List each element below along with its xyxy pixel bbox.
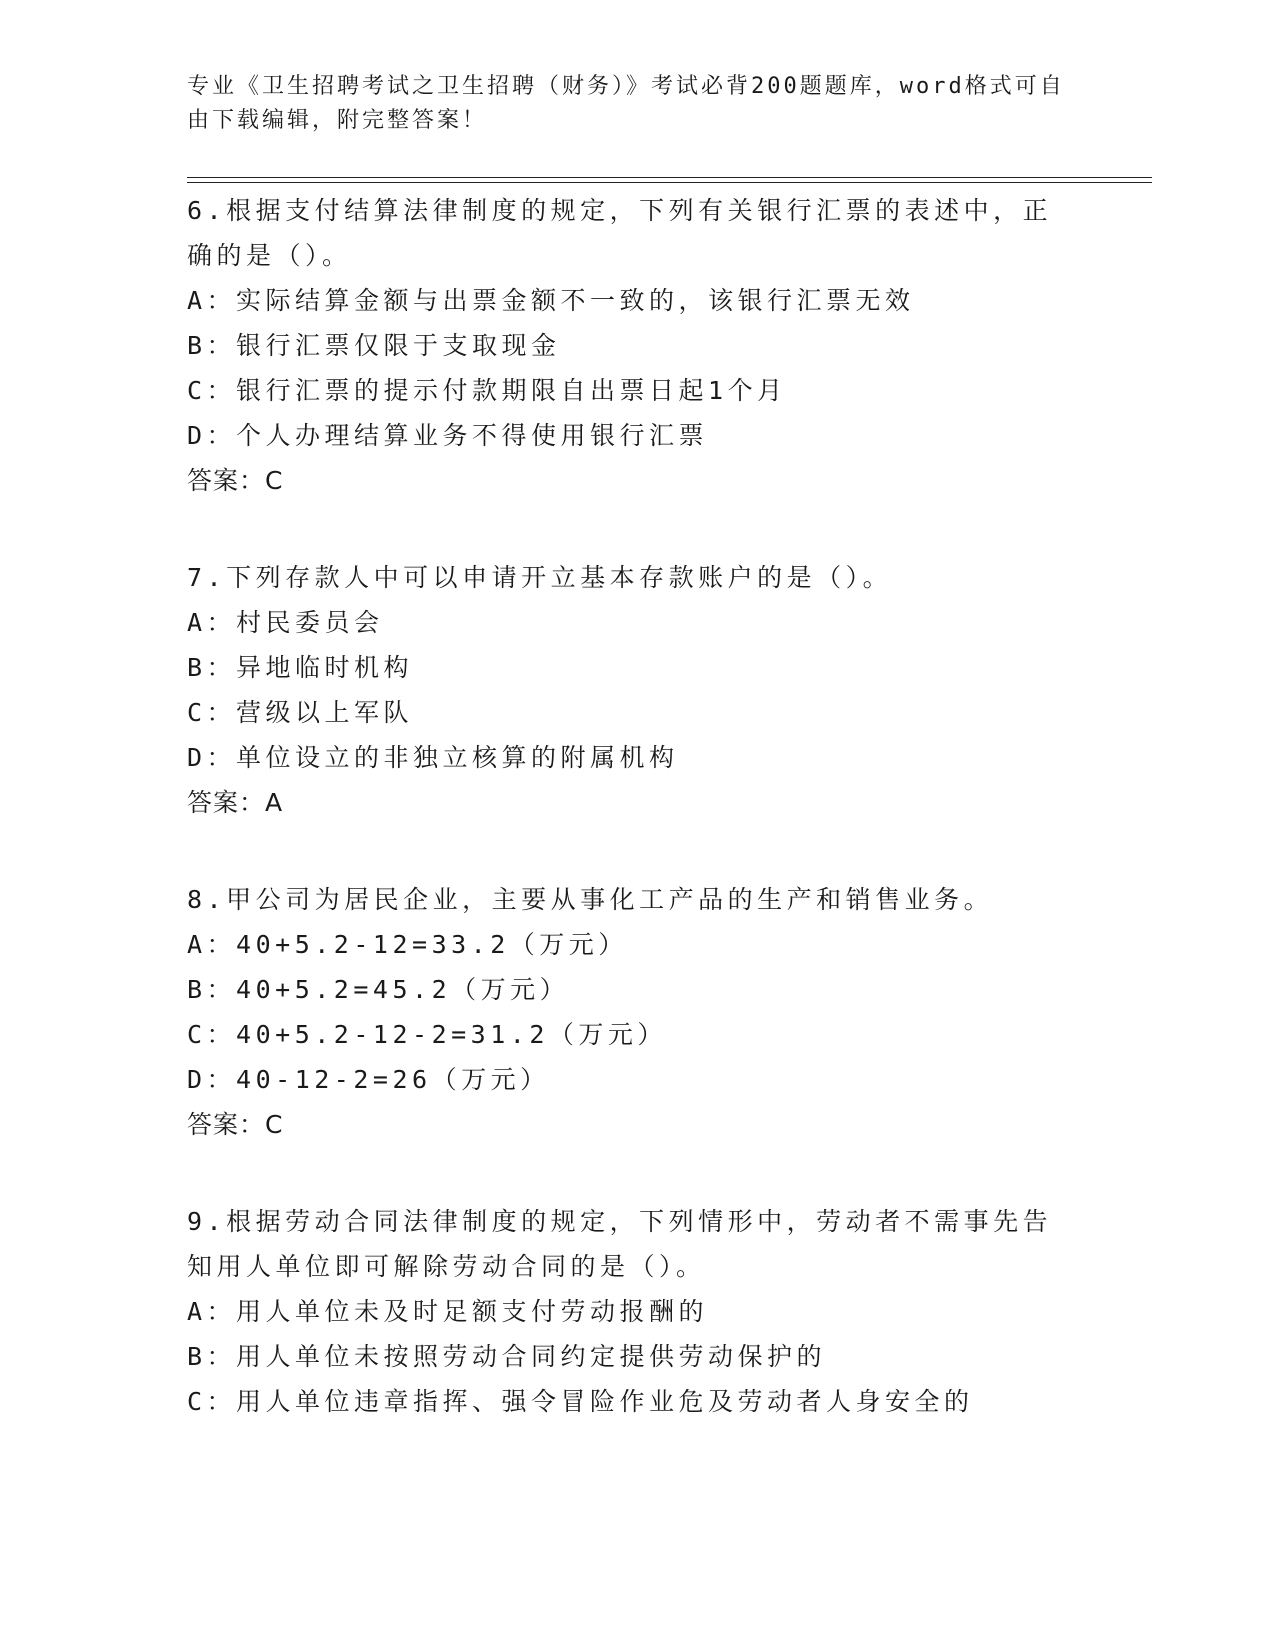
question-list bbox=[187, 188, 1067, 1424]
header-rule-top bbox=[187, 177, 1152, 178]
option-a: A：40+5.2-12=33.2（万元） bbox=[187, 930, 628, 959]
option-b: B：用人单位未按照劳动合同约定提供劳动保护的 bbox=[187, 1342, 827, 1371]
answer: 答案：A bbox=[187, 788, 284, 817]
option-c: C：营级以上军队 bbox=[187, 698, 414, 727]
option-a: A：用人单位未及时足额支付劳动报酬的 bbox=[187, 1297, 709, 1326]
question-8 bbox=[187, 877, 1067, 1147]
option-b: B：银行汇票仅限于支取现金 bbox=[187, 331, 561, 360]
question-6 bbox=[187, 188, 1067, 503]
option-d: D：单位设立的非独立核算的附属机构 bbox=[187, 743, 679, 772]
question-stem: 9.根据劳动合同法律制度的规定，下列情形中，劳动者不需事先告知用人单位即可解除劳动合同的是（）。 bbox=[187, 1207, 1053, 1281]
page-header: 专业《卫生招聘考试之卫生招聘（财务）》考试必背200题题库，word格式可自由下载编辑，附完整答案！ bbox=[187, 74, 1065, 133]
option-c: C：40+5.2-12-2=31.2（万元） bbox=[187, 1020, 667, 1049]
question-7 bbox=[187, 555, 1067, 825]
option-a: A：村民委员会 bbox=[187, 608, 384, 637]
option-b: B：异地临时机构 bbox=[187, 653, 414, 682]
question-stem: 7.下列存款人中可以申请开立基本存款账户的是（）。 bbox=[187, 563, 893, 592]
option-d: D：个人办理结算业务不得使用银行汇票 bbox=[187, 421, 709, 450]
header-rule-bottom bbox=[187, 182, 1152, 183]
option-c: C：银行汇票的提示付款期限自出票日起1个月 bbox=[187, 376, 787, 405]
option-c: C：用人单位违章指挥、强令冒险作业危及劳动者人身安全的 bbox=[187, 1387, 974, 1416]
option-a: A：实际结算金额与出票金额不一致的，该银行汇票无效 bbox=[187, 286, 915, 315]
question-stem: 8.甲公司为居民企业，主要从事化工产品的生产和销售业务。 bbox=[187, 885, 994, 914]
question-9 bbox=[187, 1199, 1067, 1424]
answer: 答案：C bbox=[187, 1110, 284, 1139]
option-d: D：40-12-2=26（万元） bbox=[187, 1065, 550, 1094]
option-b: B：40+5.2=45.2（万元） bbox=[187, 975, 570, 1004]
question-stem: 6.根据支付结算法律制度的规定，下列有关银行汇票的表述中，正确的是（）。 bbox=[187, 196, 1053, 270]
answer: 答案：C bbox=[187, 466, 284, 495]
